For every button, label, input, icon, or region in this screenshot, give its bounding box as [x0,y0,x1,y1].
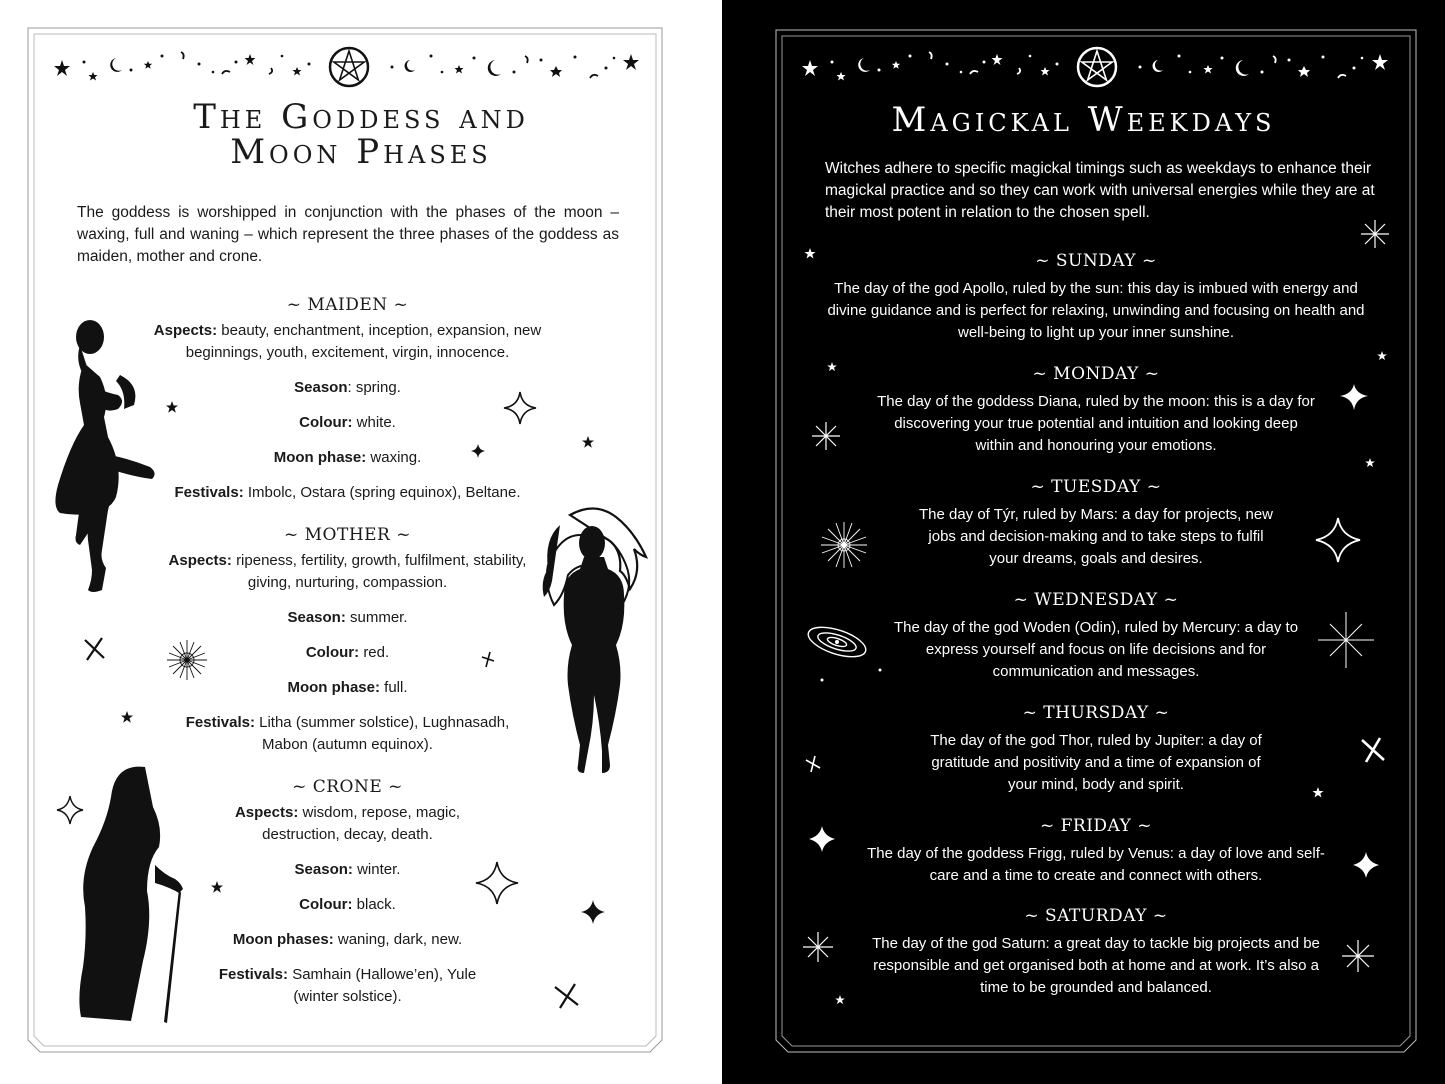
festivals-line: Festivals: Imbolc, Ostara (spring equinox), Beltane. [174,484,521,501]
moon-phase-line: Moon phase: full. [287,679,408,696]
festivals-line: Festivals: Litha (summer solstice), Lughnasadh, Mabon (autumn equinox). [185,714,510,753]
moon-phase-line: Moon phase: waxing. [273,449,422,466]
day-heading: ~ SUNDAY ~ [1035,251,1157,271]
day-heading: ~ THURSDAY ~ [1022,703,1170,723]
star-field [0,0,722,1084]
star-icon [805,248,816,259]
page-title: Magickal Weekdays [891,100,1276,140]
sparkle-burst-icon [803,220,1389,972]
day-text: The day of Týr, ruled by Mars: a day for projects, new jobs and decision-making and to take steps to fulfil your dreams, goals and desires. [918,506,1274,567]
cross-star-icon [806,756,820,772]
intro-paragraph: Witches adhere to specific magickal timings such as weekdays to enhance their magickal practice and so they can work with universal energies while they are at their most potent in relation to the chosen spell. [825,160,1375,221]
intro-paragraph: The goddess is worshipped in conjunction with the phases of the moon – waxing, full and waning – which represent the three phases of the goddess as maiden, mother and crone. [77,204,619,265]
day-heading: ~ TUESDAY ~ [1030,477,1162,497]
sparkle-icon [57,796,83,824]
sparkle-burst-icon [821,522,867,568]
season-line: Season: summer. [287,609,408,626]
star-icon [211,881,223,893]
sparkle-burst-icon [167,640,207,680]
festivals-line: Festivals: Samhain (Hallowe’en), Yule (winter solstice). [218,966,477,1005]
cross-star-icon [1362,738,1384,762]
season-line: Season: winter. [294,861,401,878]
day-text: The day of the god Woden (Odin), ruled by Mercury: a day to express yourself and focus on life decisions and for communication and messages. [893,619,1299,680]
aspects-line: Aspects: beauty, enchantment, inception, expansion, new beginnings, youth, excitement, virgin, innocence. [153,322,542,361]
star-icon [121,711,133,723]
section-heading: ~ MAIDEN ~ [286,295,409,315]
sparkle-icon [1353,852,1379,878]
section-heading: ~ MOTHER ~ [283,525,411,545]
star-icon [1365,458,1375,467]
cross-star-icon [482,652,494,667]
left-page [0,0,722,1084]
star-icon [835,995,845,1004]
star-icon [166,401,178,413]
day-heading: ~ FRIDAY ~ [1039,816,1153,836]
sparkle-icon [809,826,835,852]
aspects-line: Aspects: ripeness, fertility, growth, fulfilment, stability, giving, nurturing, compassion. [168,552,527,591]
colour-line: Colour: white. [299,414,396,431]
galaxy-icon [805,621,882,681]
sparkle-icon [581,900,605,924]
day-text: The day of the goddess Frigg, ruled by Venus: a day of love and self-care and a time to create and connect with others. [867,845,1325,884]
day-heading: ~ SATURDAY ~ [1024,906,1168,926]
page-title: The Goddess and Moon Phases [193,97,529,172]
star-icon [1377,351,1387,360]
day-text: The day of the god Saturn: a great day to tackle big projects and be responsible and get organised both at home and at work. It’s also a time to be grounded and balanced. [872,935,1320,996]
aspects-line: Aspects: wisdom, repose, magic, destruction, decay, death. [234,804,461,843]
star-icon [827,362,837,371]
day-text: The day of the god Apollo, ruled by the sun: this day is imbued with energy and divine guidance and is perfect for relaxing, unwinding and focusing on health and well-being to light up your inner sunshine. [827,280,1365,341]
section-heading: ~ CRONE ~ [292,777,403,797]
sparkle-icon [1340,384,1368,410]
star-icon [1313,787,1324,798]
cross-star-icon [85,638,104,660]
day-text: The day of the goddess Diana, ruled by the moon: this is a day for discovering your true potential and intuition and looking deep within and honouring your emotions. [877,393,1315,454]
sparkle-icon [504,392,536,424]
moon-phase-line: Moon phases: waning, dark, new. [232,931,463,948]
sparkle-icon [476,862,518,904]
sparkle-icon [1316,518,1360,562]
day-text: The day of the god Thor, ruled by Jupiter: a day of gratitude and positivity and a time of expansion of your mind, body and spirit. [930,732,1262,793]
season-line: Season: spring. [294,379,401,396]
sparkle-icon [471,444,485,458]
right-page [722,0,1445,1084]
cross-star-icon [555,984,578,1008]
day-heading: ~ MONDAY ~ [1032,364,1160,384]
colour-line: Colour: black. [299,896,396,913]
star-field [722,0,1445,1084]
colour-line: Colour: red. [305,644,390,661]
star-icon [582,436,594,448]
day-heading: ~ WEDNESDAY ~ [1013,590,1179,610]
